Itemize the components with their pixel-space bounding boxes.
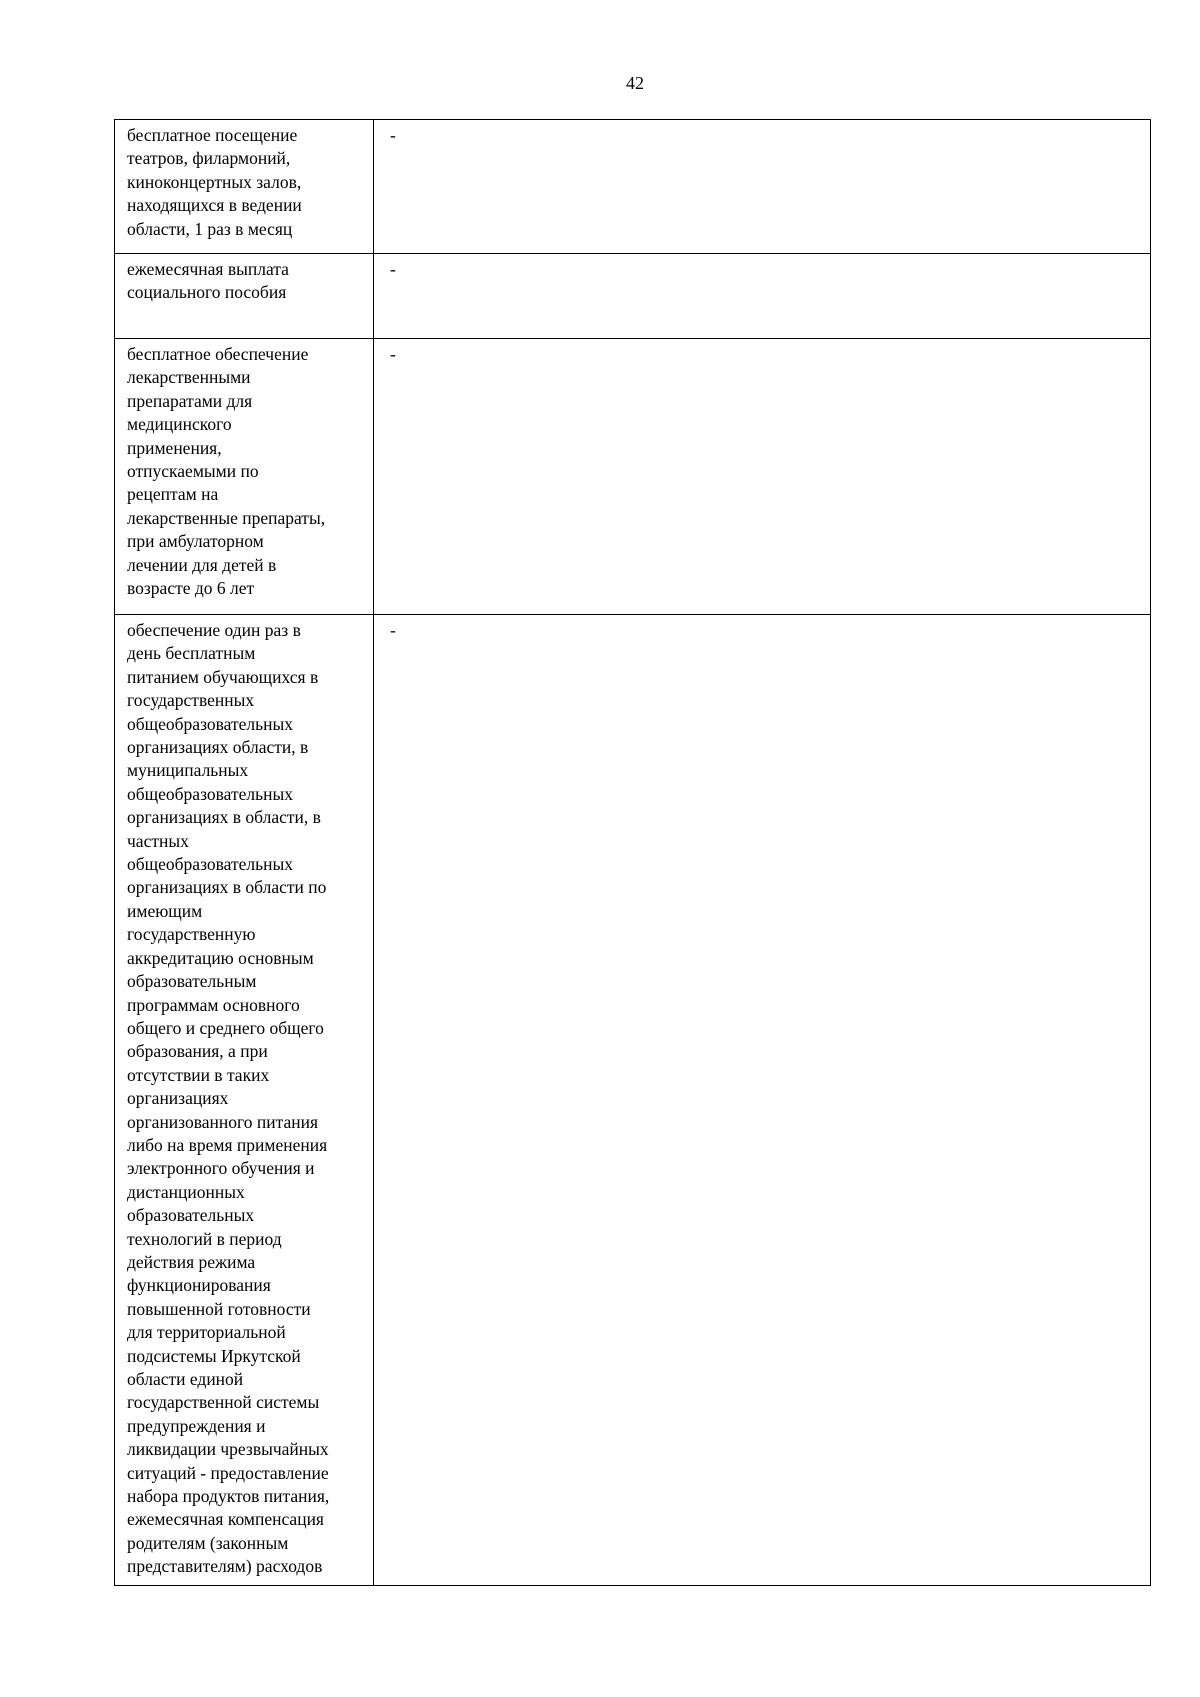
benefit-cell [115, 254, 374, 339]
table-row [115, 615, 1151, 1586]
value-text: - [390, 620, 396, 640]
table-row [115, 339, 1151, 615]
benefit-text: обеспечение один раз в день бесплатным питанием обучающихся в государственных общеобразовательных организациях области, в муниципальных общеобразовательных организациях в области, в частных общеобразовательных организациях в области по имеющим государственную аккредитацию основным образовательным программам основного общего и среднего общего образования, а при отсутствии в таких организациях организованного питания либо на время применения электронного обучения и дистанционных образовательных технологий в период действия режима функционирования повышенной готовности для территориальной подсистемы Иркутской области единой государственной системы предупреждения и ликвидации чрезвычайных ситуаций - предоставление набора продуктов питания, ежемесячная компенсация родителям (законным представителям) расходов [127, 620, 330, 1577]
benefit-text: бесплатное обеспечение лекарственными препаратами для медицинского применения, отпускаемыми по рецептам на лекарственные препараты, при амбулаторном лечении для детей в возрасте до 6 лет [127, 344, 326, 599]
value-text: - [390, 259, 396, 279]
table-row [115, 120, 1151, 254]
value-cell [374, 254, 1151, 339]
benefit-cell [115, 615, 374, 1586]
value-cell [374, 339, 1151, 615]
value-text: - [390, 125, 396, 145]
page-number: 42 [626, 73, 644, 93]
benefit-text: бесплатное посещение театров, филармоний, киноконцертных залов, находящихся в ведении области, 1 раз в месяц [127, 125, 302, 239]
value-cell [374, 120, 1151, 254]
benefit-cell [115, 120, 374, 254]
benefit-cell [115, 339, 374, 615]
benefit-text: ежемесячная выплата социального пособия [127, 259, 289, 303]
table-row [115, 254, 1151, 339]
value-text: - [390, 344, 396, 364]
value-cell [374, 615, 1151, 1586]
benefits-table [114, 119, 1151, 1586]
